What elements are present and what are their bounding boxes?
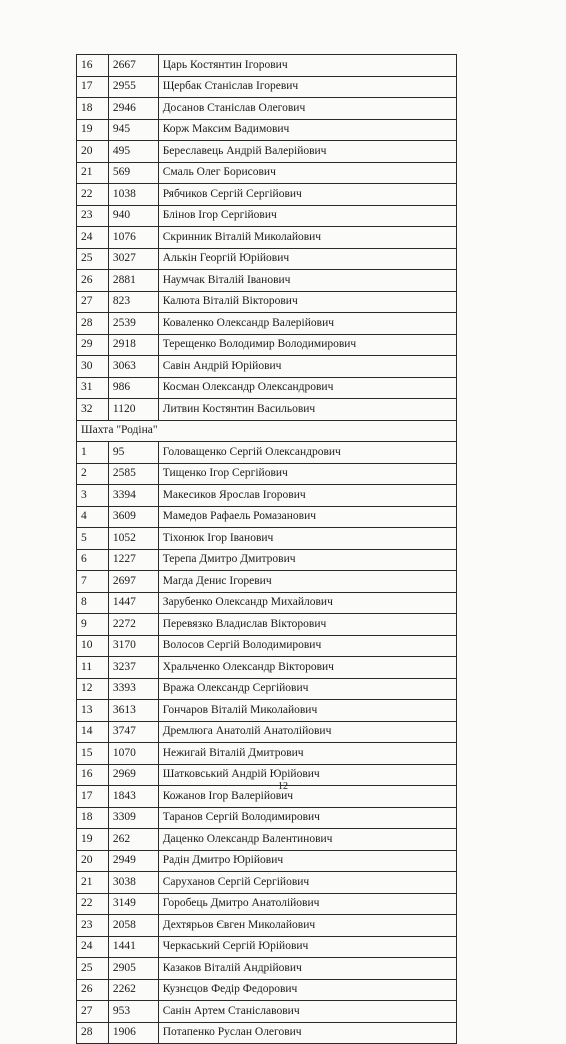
row-name: Казаков Віталій Андрійович bbox=[158, 958, 456, 980]
row-id: 1441 bbox=[108, 936, 158, 958]
row-name: Таранов Сергій Володимирович bbox=[158, 807, 456, 829]
row-number: 5 bbox=[77, 528, 109, 550]
row-id: 1227 bbox=[108, 549, 158, 571]
row-name: Савін Андрій Юрійович bbox=[158, 356, 456, 378]
table-row bbox=[77, 893, 457, 915]
row-name: Потапенко Руслан Олегович bbox=[158, 1022, 456, 1044]
row-id: 3309 bbox=[108, 807, 158, 829]
row-id: 2058 bbox=[108, 915, 158, 937]
table-row bbox=[77, 485, 457, 507]
row-number: 16 bbox=[77, 764, 109, 786]
row-name: Терепа Дмитро Дмитрович bbox=[158, 549, 456, 571]
row-name: Санін Артем Станіславович bbox=[158, 1001, 456, 1023]
row-name: Магда Денис Ігоревич bbox=[158, 571, 456, 593]
table-row bbox=[77, 162, 457, 184]
row-id: 3237 bbox=[108, 657, 158, 679]
row-name: Литвин Костянтин Васильович bbox=[158, 399, 456, 421]
page-number: 12 bbox=[278, 781, 288, 792]
row-number: 16 bbox=[77, 55, 109, 77]
row-number: 6 bbox=[77, 549, 109, 571]
row-number: 7 bbox=[77, 571, 109, 593]
row-id: 2697 bbox=[108, 571, 158, 593]
personnel-table bbox=[76, 54, 457, 1044]
row-name: Скринник Віталій Миколайович bbox=[158, 227, 456, 249]
row-id: 569 bbox=[108, 162, 158, 184]
row-number: 31 bbox=[77, 377, 109, 399]
row-name: Царь Костянтин Ігорович bbox=[158, 55, 456, 77]
table-row bbox=[77, 549, 457, 571]
table-row bbox=[77, 979, 457, 1001]
row-id: 2918 bbox=[108, 334, 158, 356]
row-name: Коваленко Олександр Валерійович bbox=[158, 313, 456, 335]
row-id: 3394 bbox=[108, 485, 158, 507]
row-number: 19 bbox=[77, 829, 109, 851]
table-row bbox=[77, 227, 457, 249]
row-id: 953 bbox=[108, 1001, 158, 1023]
row-number: 27 bbox=[77, 1001, 109, 1023]
row-name: Черкаський Сергій Юрійович bbox=[158, 936, 456, 958]
row-name: Кожанов Ігор Валерійович bbox=[158, 786, 456, 808]
row-number: 28 bbox=[77, 313, 109, 335]
row-name: Рябчиков Сергій Сергійович bbox=[158, 184, 456, 206]
row-number: 17 bbox=[77, 76, 109, 98]
table-row bbox=[77, 506, 457, 528]
row-id: 2539 bbox=[108, 313, 158, 335]
row-id: 1447 bbox=[108, 592, 158, 614]
table-row bbox=[77, 205, 457, 227]
row-id: 3393 bbox=[108, 678, 158, 700]
row-id: 2262 bbox=[108, 979, 158, 1001]
row-name: Терещенко Володимир Володимирович bbox=[158, 334, 456, 356]
row-name: Кузнєцов Федір Федорович bbox=[158, 979, 456, 1001]
row-id: 3027 bbox=[108, 248, 158, 270]
table-block-2 bbox=[77, 442, 457, 1044]
row-name: Горобець Дмитро Анатолійович bbox=[158, 893, 456, 915]
row-name: Дехтярьов Євген Миколайович bbox=[158, 915, 456, 937]
row-name: Алькін Георгій Юрійович bbox=[158, 248, 456, 270]
row-number: 21 bbox=[77, 872, 109, 894]
table-row bbox=[77, 958, 457, 980]
row-name: Перевязко Владислав Вікторович bbox=[158, 614, 456, 636]
row-number: 10 bbox=[77, 635, 109, 657]
row-id: 1070 bbox=[108, 743, 158, 765]
row-id: 1120 bbox=[108, 399, 158, 421]
table-row bbox=[77, 141, 457, 163]
table-block-1 bbox=[77, 55, 457, 421]
table-row bbox=[77, 55, 457, 77]
table-row bbox=[77, 399, 457, 421]
row-name: Хральченко Олександр Вікторович bbox=[158, 657, 456, 679]
row-name: Калюта Віталій Вікторович bbox=[158, 291, 456, 313]
row-name: Корж Максим Вадимович bbox=[158, 119, 456, 141]
row-number: 26 bbox=[77, 270, 109, 292]
row-id: 2946 bbox=[108, 98, 158, 120]
table-row bbox=[77, 872, 457, 894]
row-number: 17 bbox=[77, 786, 109, 808]
table-row bbox=[77, 184, 457, 206]
table-row bbox=[77, 356, 457, 378]
row-id: 495 bbox=[108, 141, 158, 163]
row-id: 940 bbox=[108, 205, 158, 227]
table-row bbox=[77, 571, 457, 593]
row-name: Гончаров Віталій Миколайович bbox=[158, 700, 456, 722]
row-number: 2 bbox=[77, 463, 109, 485]
table-row bbox=[77, 635, 457, 657]
row-number: 29 bbox=[77, 334, 109, 356]
row-id: 3609 bbox=[108, 506, 158, 528]
row-id: 823 bbox=[108, 291, 158, 313]
table-row bbox=[77, 614, 457, 636]
row-id: 986 bbox=[108, 377, 158, 399]
row-id: 2272 bbox=[108, 614, 158, 636]
row-id: 2667 bbox=[108, 55, 158, 77]
table-row bbox=[77, 1001, 457, 1023]
row-id: 3170 bbox=[108, 635, 158, 657]
row-number: 13 bbox=[77, 700, 109, 722]
table-row bbox=[77, 592, 457, 614]
table-row bbox=[77, 829, 457, 851]
row-number: 18 bbox=[77, 98, 109, 120]
row-name: Макесиков Ярослав Ігорович bbox=[158, 485, 456, 507]
row-name: Мамедов Рафаель Ромазанович bbox=[158, 506, 456, 528]
row-number: 11 bbox=[77, 657, 109, 679]
row-id: 3063 bbox=[108, 356, 158, 378]
row-number: 24 bbox=[77, 227, 109, 249]
row-number: 22 bbox=[77, 893, 109, 915]
row-id: 1038 bbox=[108, 184, 158, 206]
row-number: 12 bbox=[77, 678, 109, 700]
row-name: Зарубенко Олександр Михайлович bbox=[158, 592, 456, 614]
table-row bbox=[77, 377, 457, 399]
row-name: Саруханов Сергій Сергійович bbox=[158, 872, 456, 894]
row-name: Нежигай Віталій Дмитрович bbox=[158, 743, 456, 765]
row-id: 2955 bbox=[108, 76, 158, 98]
table-row bbox=[77, 743, 457, 765]
row-number: 14 bbox=[77, 721, 109, 743]
table-row bbox=[77, 678, 457, 700]
row-name: Волосов Сергій Володимирович bbox=[158, 635, 456, 657]
row-number: 25 bbox=[77, 958, 109, 980]
row-number: 1 bbox=[77, 442, 109, 464]
row-name: Вража Олександр Сергійович bbox=[158, 678, 456, 700]
row-name: Тіхонюк Ігор Іванович bbox=[158, 528, 456, 550]
row-name: Тищенко Ігор Сергійович bbox=[158, 463, 456, 485]
row-name: Смаль Олег Борисович bbox=[158, 162, 456, 184]
row-number: 24 bbox=[77, 936, 109, 958]
row-number: 21 bbox=[77, 162, 109, 184]
row-name: Косман Олександр Олександрович bbox=[158, 377, 456, 399]
table-row bbox=[77, 850, 457, 872]
row-name: Блінов Ігор Сергійович bbox=[158, 205, 456, 227]
row-id: 2969 bbox=[108, 764, 158, 786]
row-id: 3747 bbox=[108, 721, 158, 743]
row-id: 1906 bbox=[108, 1022, 158, 1044]
row-number: 30 bbox=[77, 356, 109, 378]
table-row bbox=[77, 700, 457, 722]
row-number: 19 bbox=[77, 119, 109, 141]
section-title: Шахта "Родіна" bbox=[77, 420, 457, 442]
table-row bbox=[77, 270, 457, 292]
row-number: 4 bbox=[77, 506, 109, 528]
row-number: 26 bbox=[77, 979, 109, 1001]
row-number: 15 bbox=[77, 743, 109, 765]
row-id: 1052 bbox=[108, 528, 158, 550]
row-id: 945 bbox=[108, 119, 158, 141]
row-number: 32 bbox=[77, 399, 109, 421]
table-row bbox=[77, 313, 457, 335]
table-row bbox=[77, 334, 457, 356]
row-name: Радін Дмитро Юрійович bbox=[158, 850, 456, 872]
row-number: 8 bbox=[77, 592, 109, 614]
row-name: Даценко Олександр Валентинович bbox=[158, 829, 456, 851]
row-name: Дремлюга Анатолій Анатолійович bbox=[158, 721, 456, 743]
table-row bbox=[77, 291, 457, 313]
row-number: 20 bbox=[77, 850, 109, 872]
table-row bbox=[77, 657, 457, 679]
row-id: 262 bbox=[108, 829, 158, 851]
row-id: 3149 bbox=[108, 893, 158, 915]
row-number: 23 bbox=[77, 205, 109, 227]
row-id: 3038 bbox=[108, 872, 158, 894]
row-id: 3613 bbox=[108, 700, 158, 722]
row-number: 27 bbox=[77, 291, 109, 313]
row-number: 28 bbox=[77, 1022, 109, 1044]
row-id: 95 bbox=[108, 442, 158, 464]
row-id: 2881 bbox=[108, 270, 158, 292]
row-number: 3 bbox=[77, 485, 109, 507]
table-row bbox=[77, 936, 457, 958]
table-row bbox=[77, 1022, 457, 1044]
row-name: Щербак Станіслав Ігоревич bbox=[158, 76, 456, 98]
row-name: Наумчак Віталій Іванович bbox=[158, 270, 456, 292]
table-row bbox=[77, 915, 457, 937]
row-name: Береславець Андрій Валерійович bbox=[158, 141, 456, 163]
row-id: 2949 bbox=[108, 850, 158, 872]
table-row bbox=[77, 463, 457, 485]
table-row bbox=[77, 98, 457, 120]
row-number: 18 bbox=[77, 807, 109, 829]
row-number: 25 bbox=[77, 248, 109, 270]
row-name: Досанов Станіслав Олегович bbox=[158, 98, 456, 120]
row-number: 23 bbox=[77, 915, 109, 937]
table-row bbox=[77, 807, 457, 829]
table-row bbox=[77, 442, 457, 464]
row-id: 2585 bbox=[108, 463, 158, 485]
row-number: 22 bbox=[77, 184, 109, 206]
row-number: 9 bbox=[77, 614, 109, 636]
table-row bbox=[77, 248, 457, 270]
table-row bbox=[77, 528, 457, 550]
table-row bbox=[77, 119, 457, 141]
table-row bbox=[77, 76, 457, 98]
row-name: Шатковський Андрій Юрійович bbox=[158, 764, 456, 786]
row-id: 1843 bbox=[108, 786, 158, 808]
row-name: Головащенко Сергій Олександрович bbox=[158, 442, 456, 464]
section-block bbox=[77, 420, 457, 442]
row-number: 20 bbox=[77, 141, 109, 163]
row-id: 2905 bbox=[108, 958, 158, 980]
table-row bbox=[77, 721, 457, 743]
section-row bbox=[77, 420, 457, 442]
row-id: 1076 bbox=[108, 227, 158, 249]
